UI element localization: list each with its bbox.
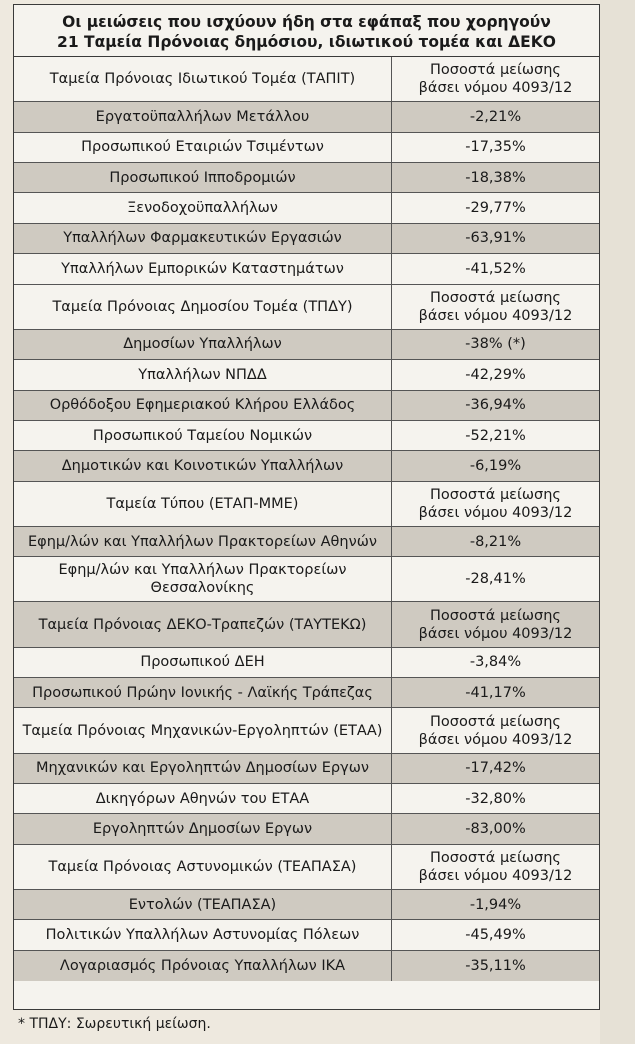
reduction-value-cell: -28,41% [465, 571, 526, 588]
fund-name-cell: Προσωπικού Πρώην Ιονικής - Λαϊκής Τράπεζας [14, 678, 392, 707]
section-header-value: Ποσοστά μείωσης βάσει νόμου 4093/12 [418, 849, 573, 884]
section-header-label: Ταμεία Πρόνοιας Μηχανικών-Εργοληπτών (ΕΤΑΑ) [14, 708, 392, 752]
fund-name-cell: Ξενοδοχοϋπαλλήλων [14, 193, 392, 222]
fund-name-cell: Λογαριασμός Πρόνοιας Υπαλλήλων ΙΚΑ [14, 951, 392, 981]
reduction-value-cell: -41,17% [465, 684, 526, 701]
fund-name-cell: Εντολών (ΤΕΑΠΑΣΑ) [14, 890, 392, 919]
reduction-value-cell: -45,49% [465, 927, 526, 944]
reduction-value-cell: -1,94% [469, 896, 522, 913]
table-row [14, 814, 599, 844]
section-header-label: Ταμεία Πρόνοιας ΔΕΚΟ-Τραπεζών (ΤΑΥΤΕΚΩ) [14, 602, 392, 646]
section-header-row [14, 602, 599, 647]
background-page-edge [600, 0, 635, 1044]
fund-name-cell: Υπαλλήλων Εμπορικών Καταστημάτων [14, 254, 392, 283]
reductions-table-card [13, 4, 600, 1010]
table-row [14, 391, 599, 421]
fund-name-cell: Προσωπικού Ιπποδρομιών [14, 163, 392, 192]
fund-name-cell: Μηχανικών και Εργοληπτών Δημοσίων Εργων [14, 754, 392, 783]
section-header-row [14, 845, 599, 890]
table-row [14, 951, 599, 981]
table-row [14, 527, 599, 557]
fund-name-cell: Εφημ/λών και Υπαλλήλων Πρακτορείων Θεσσαλονίκης [14, 557, 392, 601]
table-row [14, 784, 599, 814]
fund-name-cell: Προσωπικού Ταμείου Νομικών [14, 421, 392, 450]
reduction-value-cell: -36,94% [465, 397, 526, 414]
section-header-row [14, 285, 599, 330]
fund-name-cell: Δικηγόρων Αθηνών του ΕΤΑΑ [14, 784, 392, 813]
reduction-value-cell: -2,21% [469, 108, 522, 125]
table-row [14, 254, 599, 284]
section-header-label: Ταμεία Πρόνοιας Ιδιωτικού Τομέα (ΤΑΠΙΤ) [14, 57, 392, 101]
reduction-value-cell: -35,11% [465, 957, 526, 974]
table-row [14, 163, 599, 193]
footnote: * ΤΠΔΥ: Σωρευτική μείωση. [18, 1016, 211, 1032]
fund-name-cell: Εφημ/λών και Υπαλλήλων Πρακτορείων Αθηνών [14, 527, 392, 556]
fund-name-cell: Δημοτικών και Κοινοτικών Υπαλλήλων [14, 451, 392, 480]
reductions-table [14, 57, 599, 981]
reduction-value-cell: -83,00% [465, 821, 526, 838]
table-row [14, 451, 599, 481]
reduction-value-cell: -41,52% [465, 260, 526, 277]
table-row [14, 224, 599, 254]
reduction-value-cell: -18,38% [465, 169, 526, 186]
table-row [14, 678, 599, 708]
table-row [14, 102, 599, 132]
table-row [14, 330, 599, 360]
fund-name-cell: Υπαλλήλων Φαρμακευτικών Εργασιών [14, 224, 392, 253]
fund-name-cell: Πολιτικών Υπαλλήλων Αστυνομίας Πόλεων [14, 920, 392, 949]
table-row [14, 133, 599, 163]
table-title [14, 5, 599, 57]
table-row [14, 920, 599, 950]
table-title-line-1: Οι μειώσεις που ισχύουν ήδη στα εφάπαξ που χορηγούν [62, 13, 551, 31]
table-row [14, 360, 599, 390]
table-row [14, 557, 599, 602]
section-header-value: Ποσοστά μείωσης βάσει νόμου 4093/12 [418, 486, 573, 521]
reduction-value-cell: -3,84% [469, 654, 522, 671]
table-row [14, 421, 599, 451]
fund-name-cell: Προσωπικού ΔΕΗ [14, 648, 392, 677]
section-header-row [14, 482, 599, 527]
table-row [14, 193, 599, 223]
reduction-value-cell: -32,80% [465, 790, 526, 807]
section-header-row [14, 708, 599, 753]
section-header-label: Ταμεία Τύπου (ΕΤΑΠ-ΜΜΕ) [14, 482, 392, 526]
fund-name-cell: Ορθόδοξου Εφημεριακού Κλήρου Ελλάδος [14, 391, 392, 420]
reduction-value-cell: -38% (*) [465, 336, 526, 353]
reduction-value-cell: -29,77% [465, 200, 526, 217]
reduction-value-cell: -52,21% [465, 427, 526, 444]
section-header-row [14, 57, 599, 102]
section-header-value: Ποσοστά μείωσης βάσει νόμου 4093/12 [418, 607, 573, 642]
reduction-value-cell: -63,91% [465, 230, 526, 247]
table-row [14, 890, 599, 920]
reduction-value-cell: -42,29% [465, 366, 526, 383]
fund-name-cell: Δημοσίων Υπαλλήλων [14, 330, 392, 359]
reduction-value-cell: -17,35% [465, 139, 526, 156]
section-header-label: Ταμεία Πρόνοιας Αστυνομικών (ΤΕΑΠΑΣΑ) [14, 845, 392, 889]
fund-name-cell: Εργοληπτών Δημοσίων Εργων [14, 814, 392, 843]
section-header-value: Ποσοστά μείωσης βάσει νόμου 4093/12 [418, 713, 573, 748]
fund-name-cell: Προσωπικού Εταιριών Τσιμέντων [14, 133, 392, 162]
reduction-value-cell: -6,19% [469, 457, 522, 474]
table-row [14, 648, 599, 678]
section-header-value: Ποσοστά μείωσης βάσει νόμου 4093/12 [418, 62, 573, 97]
table-row [14, 754, 599, 784]
section-header-label: Ταμεία Πρόνοιας Δημοσίου Τομέα (ΤΠΔΥ) [14, 285, 392, 329]
reduction-value-cell: -17,42% [465, 760, 526, 777]
section-header-value: Ποσοστά μείωσης βάσει νόμου 4093/12 [418, 289, 573, 324]
reduction-value-cell: -8,21% [469, 533, 522, 550]
fund-name-cell: Υπαλλήλων ΝΠΔΔ [14, 360, 392, 389]
fund-name-cell: Εργατοϋπαλλήλων Μετάλλου [14, 102, 392, 131]
table-title-line-2: 21 Ταμεία Πρόνοιας δημόσιου, ιδιωτικού τομέα και ΔΕΚΟ [57, 33, 556, 51]
